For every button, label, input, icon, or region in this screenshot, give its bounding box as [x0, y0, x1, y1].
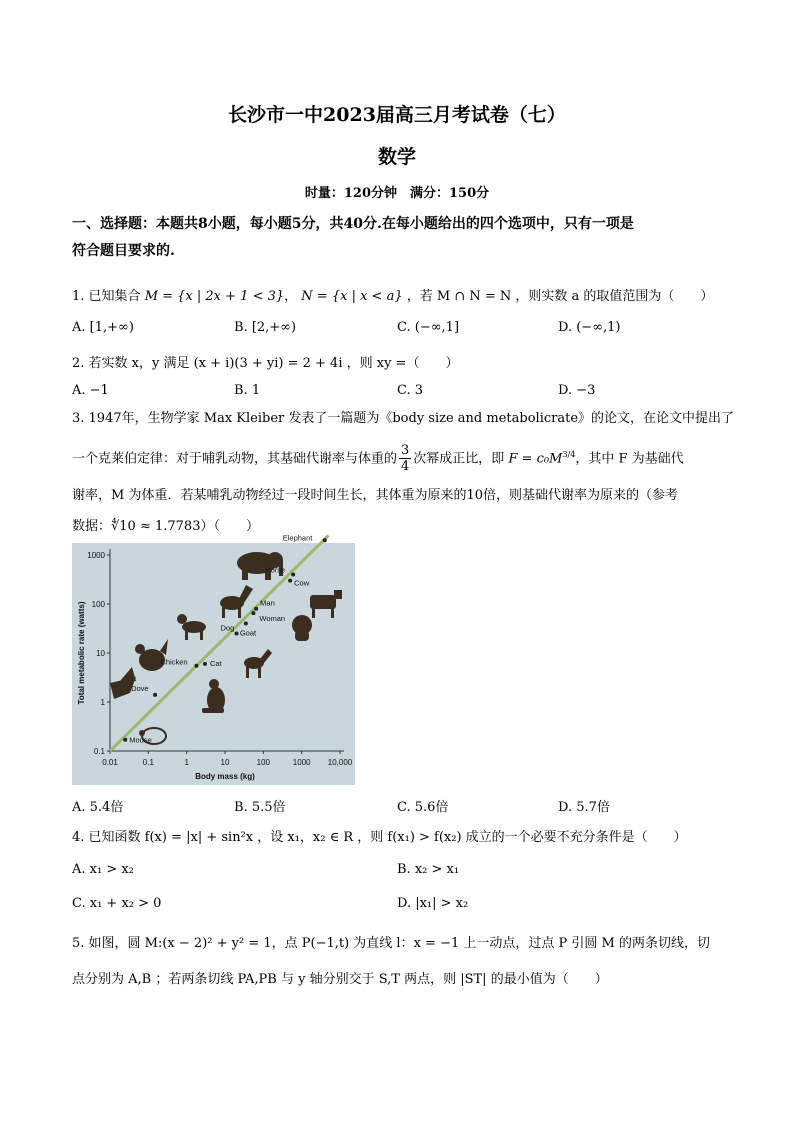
- q1-option-a: A. [1,+∞): [72, 320, 134, 335]
- data-point-woman: [251, 611, 255, 615]
- point-label-dog: Dog: [220, 623, 235, 633]
- question-3-line4: 数据：∜10 ≈ 1.7783）（ ）: [72, 519, 259, 534]
- data-point-man: [254, 607, 258, 611]
- q1-option-d: D. (−∞,1): [558, 320, 621, 335]
- q3-formula: F = c₀M: [508, 451, 563, 467]
- q4-option-c: C. x₁ + x₂ > 0: [72, 896, 162, 911]
- point-label-cat: Cat: [209, 658, 222, 668]
- question-3-line1: 3. 1947年，生物学家 Max Kleiber 发表了一篇题为《body size and metabolicrate》的论文，在论文中提出了: [72, 411, 735, 426]
- dog-silhouette: [177, 614, 206, 640]
- x-tick-label: 0.01: [102, 758, 118, 767]
- q2-option-a: A. −1: [72, 383, 109, 398]
- y-tick-label: 100: [91, 600, 105, 609]
- kleiber-chart: [72, 533, 355, 785]
- q1-prefix: 1. 已知集合: [72, 289, 141, 304]
- q3-line2-c: ，其中 F 为基础代: [575, 451, 684, 467]
- q2-option-c: C. 3: [397, 383, 424, 398]
- q1-option-b: B. [2,+∞): [234, 320, 297, 335]
- q3-frac-num: 3: [401, 443, 410, 459]
- chart-svg: [72, 533, 355, 785]
- q1-comma: ，: [284, 289, 298, 304]
- q4-option-a: A. x₁ > x₂: [72, 862, 134, 877]
- q3-option-c: C. 5.6倍: [397, 800, 449, 815]
- goat-silhouette: [244, 649, 272, 678]
- data-point-dog: [235, 632, 239, 636]
- q4-option-b: B. x₂ > x₁: [397, 862, 460, 877]
- x-tick-label: 10,000: [327, 758, 353, 767]
- x-axis-label: Body mass (kg): [195, 772, 255, 781]
- plot-layer: [77, 533, 353, 781]
- x-tick-label: 1000: [292, 758, 311, 767]
- exam-title: 长沙市一中2023届高三月考试卷（七）: [228, 104, 566, 126]
- data-point-cow: [288, 579, 292, 583]
- data-point-mouse: [123, 738, 127, 742]
- y-tick-label: 0.1: [93, 747, 105, 756]
- woman-silhouette: [292, 615, 312, 641]
- data-point-dove: [153, 693, 157, 697]
- point-label-man: Man: [260, 598, 275, 608]
- y-tick-label: 10: [96, 649, 105, 658]
- q3-fraction: [399, 443, 411, 474]
- point-label-woman: Woman: [259, 614, 286, 624]
- q3-option-d: D. 5.7倍: [558, 800, 610, 815]
- section-heading-line1: 一、选择题：本题共8小题，每小题5分，共40分.在每小题给出的四个选项中，只有一项是: [72, 216, 634, 232]
- data-point-elephant: [323, 538, 327, 542]
- x-tick-label: 0.1: [142, 758, 154, 767]
- q1-condition: ，若 M ∩ N = N ，则实数 a 的取值范围为（ ）: [406, 289, 714, 304]
- y-axis-label: Total metabolic rate (watts): [77, 601, 86, 705]
- subject-title: 数学: [377, 146, 416, 168]
- question-5-line1: 5. 如图，圆 M:(x − 2)² + y² = 1，点 P(−1,t) 为直线 l：x = −1 上一动点，过点 P 引圆 M 的两条切线，切: [72, 936, 710, 951]
- question-4-stem: 4. 已知函数 f(x) = |x| + sin²x ，设 x₁，x₂ ∈ R ，则 f(x₁) > f(x₂) 成立的一个必要不充分条件是（ ）: [72, 830, 687, 845]
- question-3-line2: [72, 438, 684, 476]
- point-label-elephant: Elephant: [282, 533, 313, 543]
- section-heading-line2: 符合题目要求的.: [72, 243, 175, 259]
- data-point-horse: [291, 572, 295, 576]
- x-tick-label: 100: [256, 758, 271, 767]
- point-label-goat: Goat: [239, 628, 257, 638]
- x-tick-label: 1: [184, 758, 189, 767]
- point-label-mouse: Mouse: [129, 735, 152, 745]
- q1-set-n: N = {x | x < a}: [301, 289, 403, 304]
- question-2-stem: 2. 若实数 x，y 满足 (x + i)(3 + yi) = 2 + 4i ，则 xy =（ ）: [72, 356, 459, 371]
- data-point-cat: [203, 662, 207, 666]
- q3-frac-den: 4: [401, 459, 410, 475]
- q1-set-m: M = {x | 2x + 1 < 3}: [144, 289, 285, 304]
- q3-formula-exponent: 3/4: [562, 450, 576, 459]
- q3-line2-b: 次幂成正比，即: [413, 451, 505, 467]
- x-tick-label: 10: [220, 758, 230, 767]
- time-info: 时量：120分钟 满分：150分: [304, 186, 490, 201]
- q3-option-a: A. 5.4倍: [72, 800, 124, 815]
- q2-option-b: B. 1: [234, 383, 261, 398]
- cat-silhouette: [202, 679, 225, 713]
- point-label-chicken: Chicken: [160, 657, 188, 667]
- point-label-dove: Dove: [131, 683, 149, 693]
- cow-silhouette: [310, 590, 342, 618]
- fit-line: [110, 536, 328, 751]
- question-1-stem: [72, 285, 713, 304]
- q3-option-b: B. 5.5倍: [234, 800, 286, 815]
- q2-option-d: D. −3: [558, 383, 596, 398]
- data-point-chicken: [194, 664, 198, 668]
- q3-line2-a: 一个克莱伯定律：对于哺乳动物，其基础代谢率与体重的: [72, 451, 398, 467]
- question-3-line3: 谢率，M 为体重．若某哺乳动物经过一段时间生长，其体重为原来的10倍，则基础代谢率为原来的（参考: [72, 488, 678, 503]
- q1-option-c: C. (−∞,1]: [397, 320, 460, 335]
- point-label-horse: Horse: [265, 565, 286, 575]
- q4-option-d: D. |x₁| > x₂: [397, 896, 469, 911]
- y-tick-label: 1000: [87, 551, 105, 560]
- question-5-line2: 点分别为 A,B ；若两条切线 PA,PB 与 y 轴分别交于 S,T 两点，则 |ST| 的最小值为（ ）: [72, 972, 608, 987]
- y-tick-label: 1: [100, 698, 105, 707]
- point-label-cow: Cow: [294, 578, 310, 588]
- data-point-goat: [244, 621, 248, 625]
